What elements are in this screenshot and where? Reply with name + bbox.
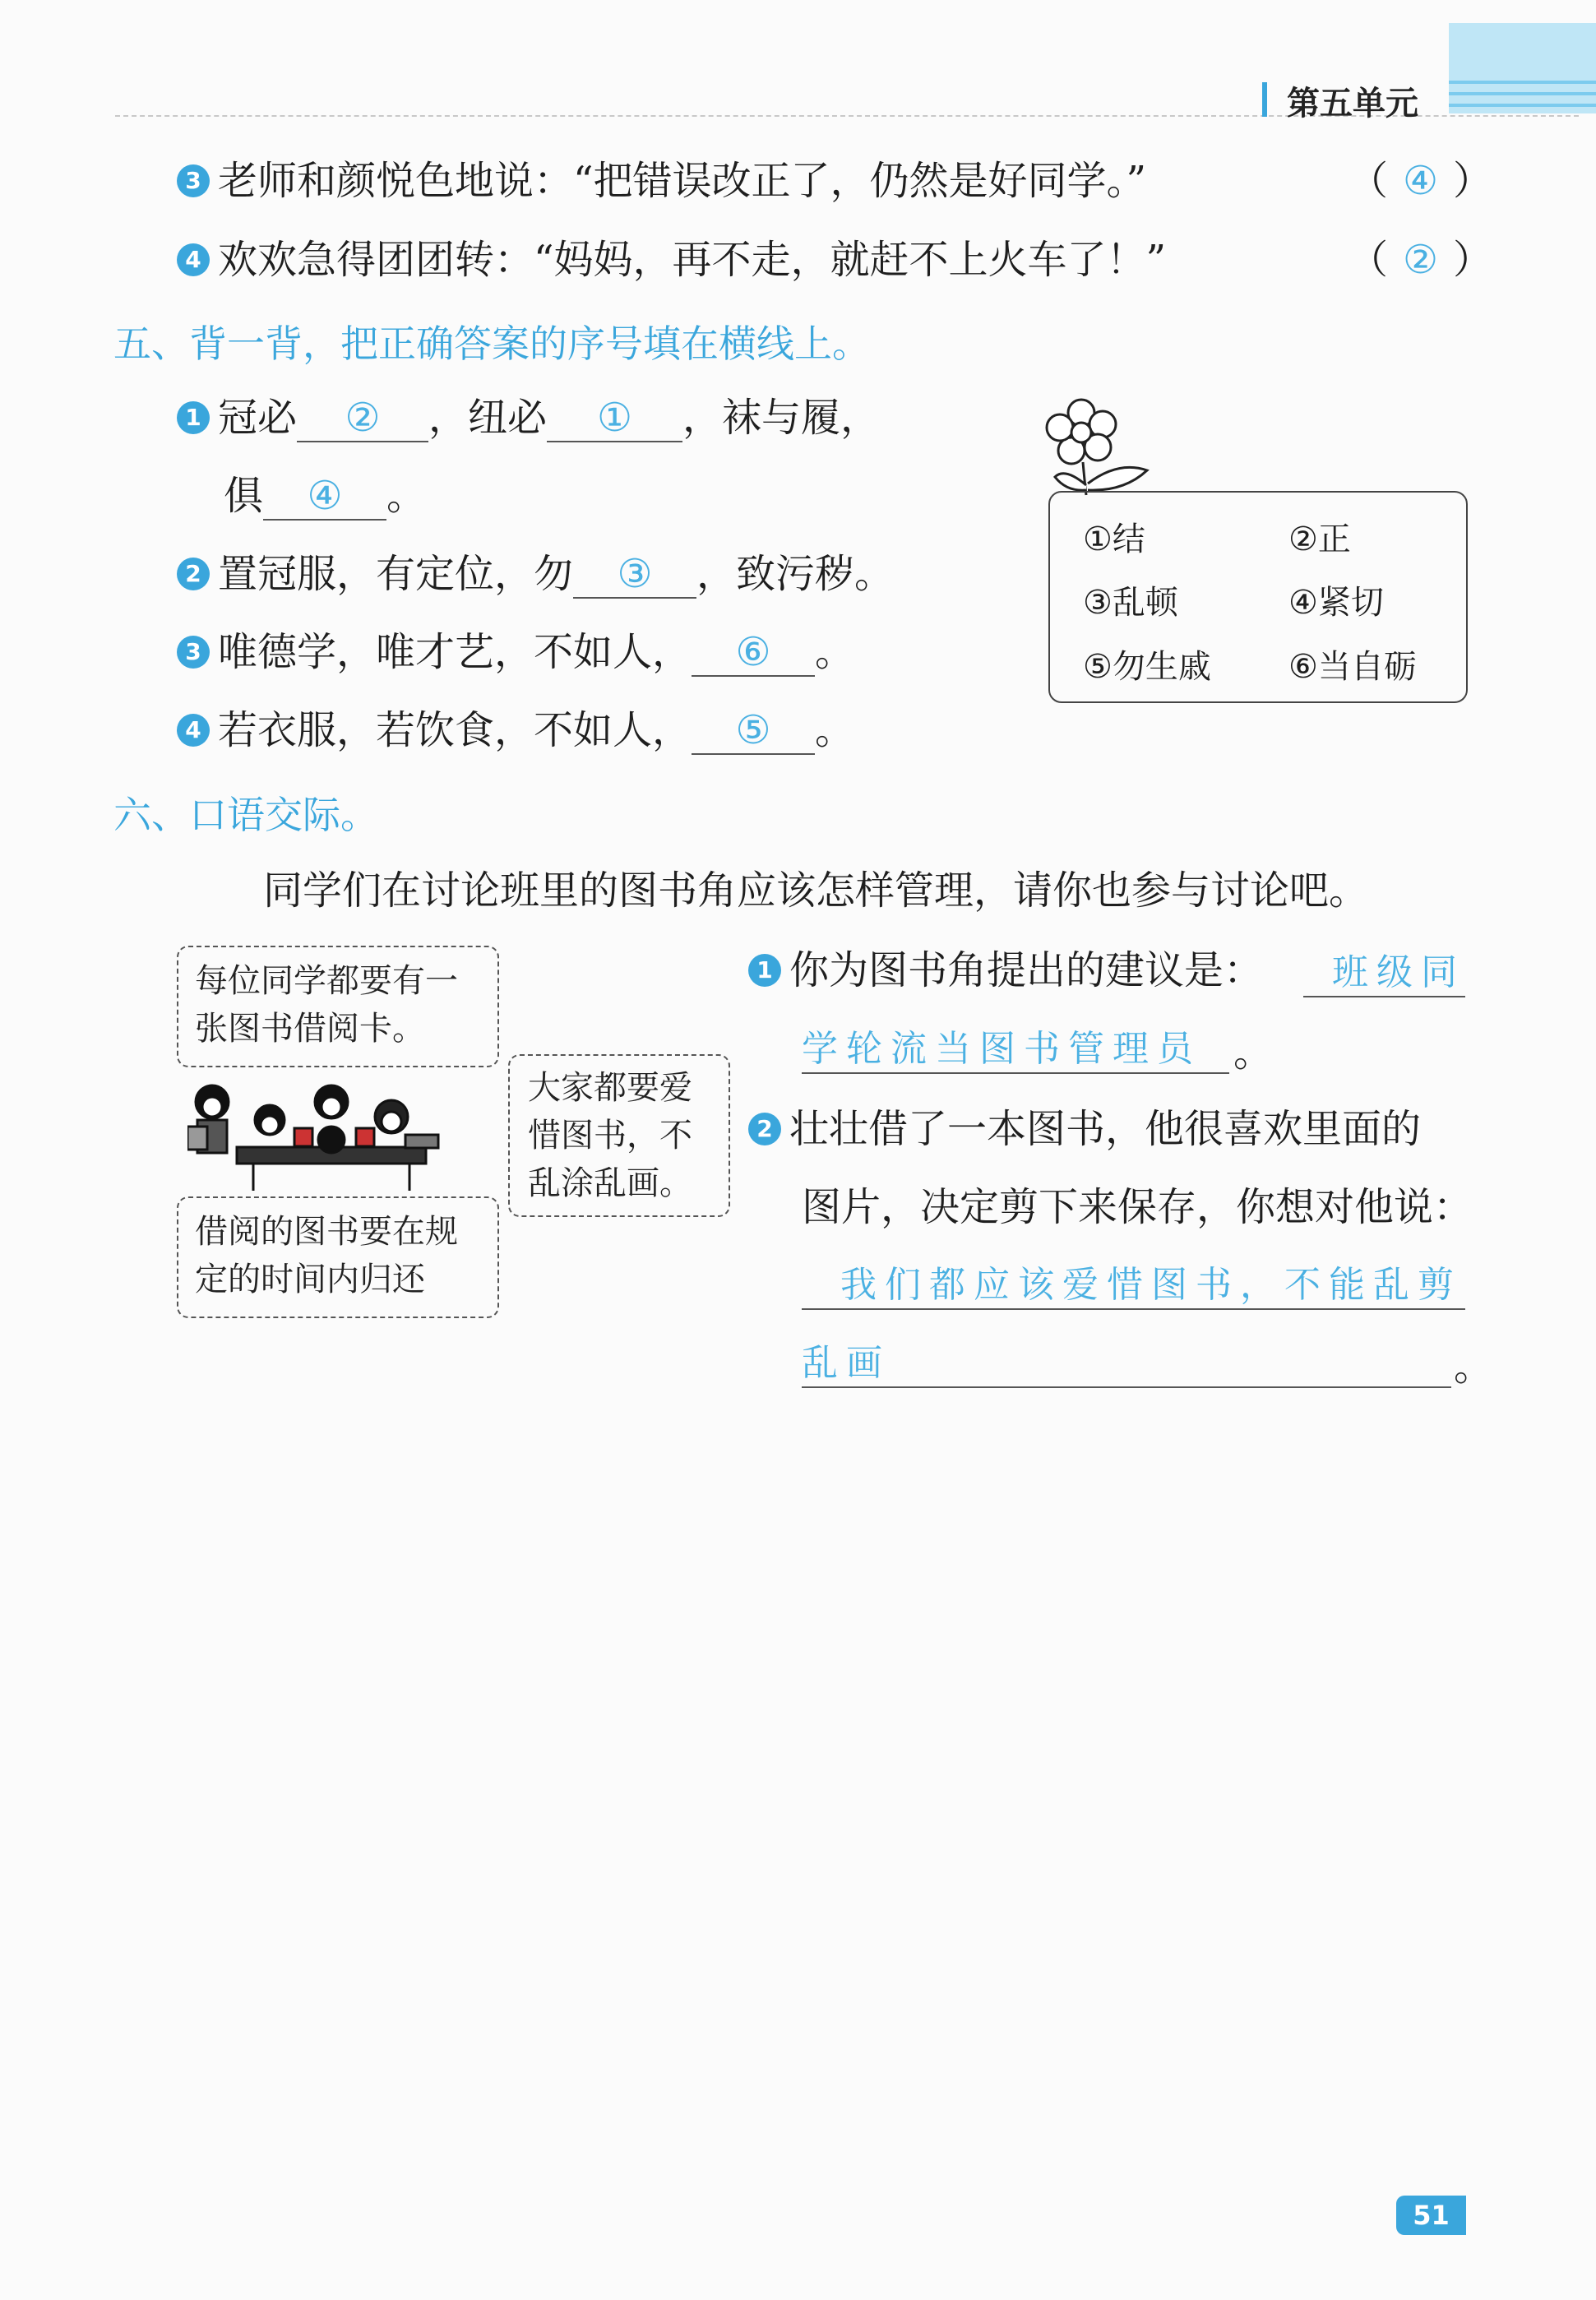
q4-answer-3 [1349, 158, 1492, 204]
text: 。 [815, 629, 855, 675]
text: 置冠服，有定位，勿 [218, 551, 574, 597]
item-text: 欢欢急得团团转：“妈妈，再不走，就赶不上火车了！” [218, 237, 1167, 283]
answer-text: ② [1403, 237, 1439, 283]
children-reading-illustration [187, 1069, 459, 1192]
option-6: ⑥当自砺 [1288, 648, 1417, 686]
speech-bubble-care [508, 1054, 730, 1217]
text: ，袜与履， [682, 395, 881, 441]
text: 唯德学，唯才艺，不如人， [218, 629, 692, 675]
bubble-line: 乱涂乱画。 [528, 1164, 692, 1202]
bubble-line: 张图书借阅卡。 [195, 1010, 425, 1048]
section6-title: 六、口语交际。 [113, 793, 378, 837]
q4-answer-4 [1349, 237, 1492, 283]
option-4: ④紧切 [1288, 584, 1384, 622]
answer-blank: ⑥ [692, 629, 815, 677]
answer-blank: ④ [263, 473, 386, 521]
text: 。 [815, 707, 855, 753]
s6-q2-answer-line2: 乱画 [802, 1340, 1451, 1388]
item-number-badge: 3 [177, 636, 210, 669]
s6-q1-end: 。 [1233, 1030, 1274, 1076]
q4-item-4 [177, 237, 1166, 283]
option-1: ①结 [1083, 521, 1145, 558]
text: ，纽必 [428, 395, 548, 441]
right-paren: ） [1453, 158, 1493, 204]
q4-item-3 [177, 158, 1146, 204]
bubble-line: 每位同学都要有一 [195, 962, 458, 1000]
answer-text: ④ [1403, 158, 1439, 204]
s5-item-1-line1 [177, 395, 880, 442]
s6-q1-answer-line1: 班级同 [1303, 950, 1465, 997]
answer-blank: ③ [573, 551, 696, 599]
flower-icon [1032, 395, 1163, 497]
item-number-badge: 4 [177, 243, 210, 276]
text: 冠必 [218, 395, 298, 441]
s6-q1-answer-line2: 学轮流当图书管理员 [802, 1026, 1229, 1074]
item-number-badge: 1 [748, 954, 781, 987]
s6-q2-end: 。 [1454, 1344, 1494, 1390]
option-2: ②正 [1288, 521, 1351, 558]
page-number-badge [1396, 2196, 1466, 2235]
text: ，致污秽。 [696, 551, 895, 597]
section5-title: 五、背一背，把正确答案的序号填在横线上。 [113, 322, 870, 366]
s5-item-1-line2 [224, 473, 426, 521]
question-text: 你为图书角提出的建议是： [789, 947, 1264, 993]
s6-q2-answer-line1: 我们都应该爱惜图书，不能乱剪 [802, 1262, 1465, 1310]
unit-label: 第五单元 [1287, 85, 1418, 123]
option-3: ③乱顿 [1083, 584, 1178, 622]
item-number-badge: 3 [177, 164, 210, 197]
item-number-badge: 1 [177, 401, 210, 434]
item-text: 老师和颜悦色地说：“把错误改正了，仍然是好同学。” [218, 158, 1147, 204]
section6-intro: 同学们在讨论班里的图书角应该怎样管理，请你也参与讨论吧。 [263, 868, 1369, 914]
speech-bubble-return [177, 1196, 499, 1318]
item-number-badge: 2 [177, 558, 210, 590]
header-bar-mark [1262, 82, 1267, 117]
s5-item-4 [177, 707, 854, 755]
s5-item-3 [177, 629, 854, 677]
text: 若衣服，若饮食，不如人， [218, 707, 692, 753]
bubble-line: 惜图书，不 [528, 1117, 692, 1155]
right-paren: ） [1453, 237, 1493, 283]
bubble-line: 大家都要爱 [528, 1069, 692, 1107]
text: 俱 [224, 473, 264, 519]
option-5: ⑤勿生戚 [1083, 648, 1211, 686]
answer-blank: ② [297, 395, 428, 442]
answer-blank: ⑤ [692, 707, 815, 755]
page-number: 51 [1413, 2200, 1450, 2231]
speech-bubble-card [177, 946, 499, 1067]
bubble-line: 借阅的图书要在规 [195, 1213, 458, 1251]
header-band [1449, 23, 1596, 113]
left-paren: （ [1349, 158, 1389, 204]
options-box [1048, 491, 1468, 703]
s6-q2-line2: 图片，决定剪下来保存，你想对他说： [802, 1184, 1473, 1230]
s6-q1 [748, 947, 1263, 993]
s5-item-2 [177, 551, 894, 599]
bubble-line: 定的时间内归还 [195, 1261, 425, 1298]
answer-blank: ① [547, 395, 682, 442]
text: 。 [386, 473, 427, 519]
s6-q2-line1 [748, 1106, 1421, 1152]
item-number-badge: 2 [748, 1113, 781, 1145]
item-number-badge: 4 [177, 714, 210, 747]
question-text: 壮壮借了一本图书，他很喜欢里面的 [789, 1106, 1422, 1152]
left-paren: （ [1349, 237, 1389, 283]
